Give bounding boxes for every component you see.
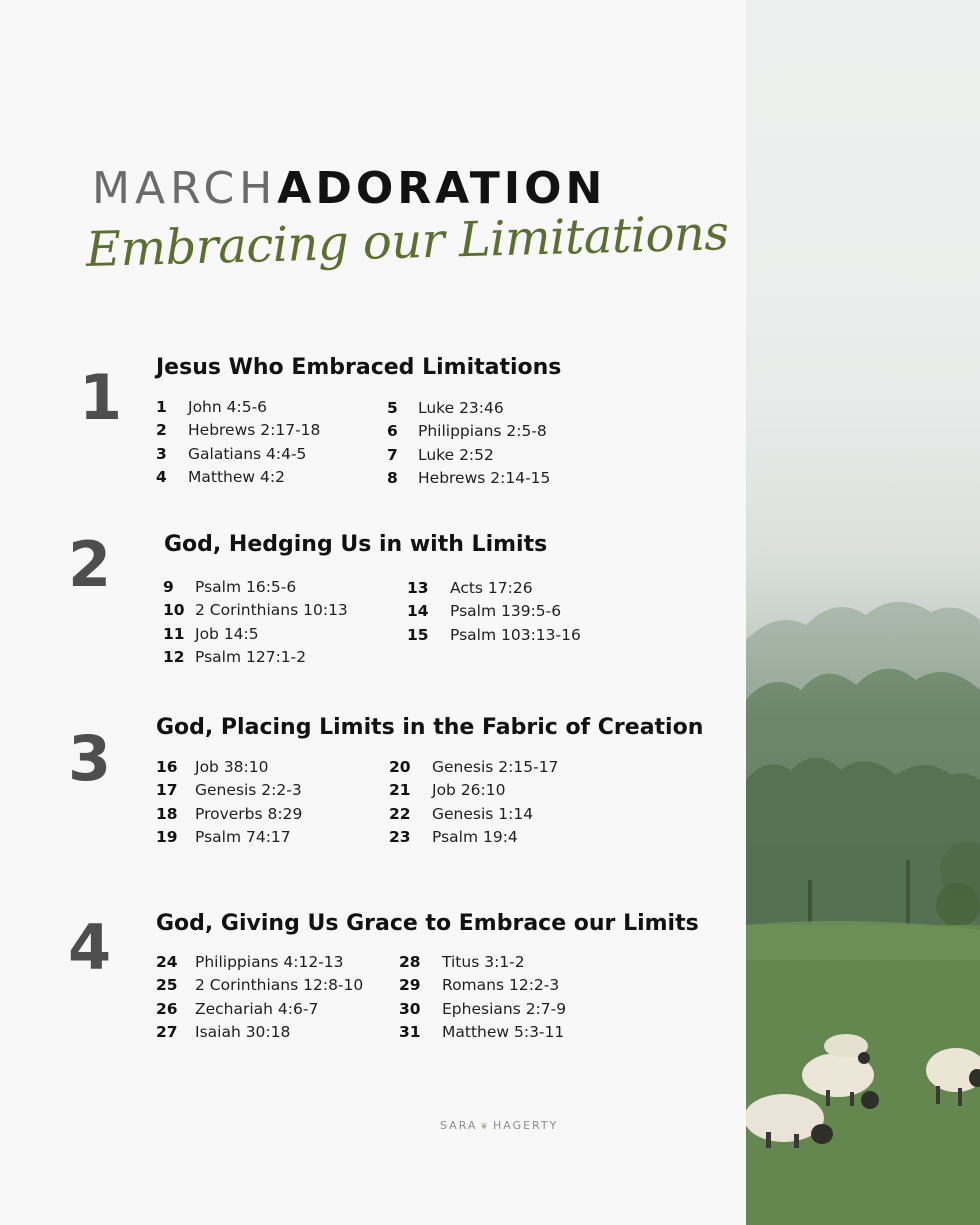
scripture-ref: Titus 3:1-2 <box>442 953 525 971</box>
day-number: 16 <box>156 758 178 776</box>
reading-item <box>399 951 566 974</box>
scripture-ref: 2 Corinthians 10:13 <box>195 601 348 620</box>
day-number: 7 <box>387 445 398 464</box>
scripture-ref: Proverbs 8:29 <box>195 804 303 823</box>
day-number: 6 <box>387 422 398 441</box>
reading-list-right <box>407 577 581 647</box>
reading-item <box>156 826 302 849</box>
scripture-ref: Matthew 5:3-11 <box>442 1022 565 1041</box>
week-title: Jesus Who Embraced Limitations <box>156 355 562 380</box>
reading-item <box>156 974 363 997</box>
reading-item <box>387 444 550 467</box>
reading-item <box>156 1021 363 1044</box>
scripture-ref: Luke 23:46 <box>418 399 504 417</box>
day-number: 12 <box>163 647 185 666</box>
week-number: 1 <box>79 361 123 434</box>
reading-item <box>156 951 363 974</box>
day-number: 24 <box>156 953 178 971</box>
day-number: 20 <box>389 758 411 776</box>
day-number: 3 <box>156 444 167 463</box>
day-number: 23 <box>389 827 411 846</box>
title-theme: ADORATION <box>277 163 607 214</box>
reading-item <box>163 646 348 669</box>
reading-item <box>387 467 550 490</box>
reading-item <box>156 756 302 779</box>
reading-item <box>163 576 348 599</box>
reading-list-left <box>156 951 363 1044</box>
reading-item <box>389 803 558 826</box>
scripture-ref: Isaiah 30:18 <box>195 1022 291 1041</box>
day-number: 4 <box>156 467 167 486</box>
reading-item <box>389 779 558 802</box>
day-number: 21 <box>389 781 411 800</box>
day-number: 25 <box>156 976 178 995</box>
scripture-ref: Luke 2:52 <box>418 445 494 464</box>
scripture-ref: Acts 17:26 <box>450 579 533 597</box>
scripture-ref: Psalm 103:13-16 <box>450 625 581 644</box>
week-title: God, Hedging Us in with Limits <box>164 532 548 557</box>
day-number: 13 <box>407 579 429 597</box>
reading-item <box>407 600 581 623</box>
reading-item <box>156 803 302 826</box>
day-number: 19 <box>156 827 178 846</box>
logo-last-name: HAGERTY <box>492 1119 559 1132</box>
reading-item <box>387 397 550 420</box>
reading-list-left <box>156 396 320 489</box>
reading-item <box>389 756 558 779</box>
reading-list-right <box>387 397 550 490</box>
day-number: 29 <box>399 976 421 995</box>
reading-item <box>156 998 363 1021</box>
scripture-ref: Psalm 74:17 <box>195 827 291 846</box>
reading-item <box>399 998 566 1021</box>
scripture-ref: Genesis 1:14 <box>432 804 534 823</box>
day-number: 31 <box>399 1022 421 1041</box>
reading-item <box>407 577 581 600</box>
week-number: 4 <box>68 911 112 984</box>
reading-item <box>156 443 320 466</box>
day-number: 1 <box>156 398 167 416</box>
scripture-ref: Psalm 19:4 <box>432 827 518 846</box>
day-number: 14 <box>407 602 429 621</box>
day-number: 26 <box>156 999 178 1018</box>
day-number: 22 <box>389 804 411 823</box>
page-title <box>92 163 607 214</box>
day-number: 9 <box>163 578 174 596</box>
scripture-ref: Zechariah 4:6-7 <box>195 999 319 1018</box>
day-number: 8 <box>387 468 398 487</box>
scripture-ref: Romans 12:2-3 <box>442 976 560 995</box>
reading-item <box>156 779 302 802</box>
landscape-illustration <box>746 0 980 1225</box>
reading-item <box>156 419 320 442</box>
day-number: 10 <box>163 601 185 620</box>
photo-misty-field-with-sheep <box>746 0 980 1225</box>
reading-list-left <box>163 576 348 669</box>
scripture-ref: Philippians 2:5-8 <box>418 422 547 441</box>
reading-item <box>407 624 581 647</box>
day-number: 2 <box>156 421 167 440</box>
scripture-ref: Psalm 127:1-2 <box>195 647 307 666</box>
scripture-ref: Galatians 4:4-5 <box>188 444 307 463</box>
scripture-ref: Genesis 2:15-17 <box>432 758 559 776</box>
day-number: 17 <box>156 781 178 800</box>
week-number: 2 <box>68 528 112 601</box>
page-subtitle: Embracing our Limitations <box>85 205 730 278</box>
scripture-ref: Job 38:10 <box>195 758 269 776</box>
scripture-ref: John 4:5-6 <box>188 398 268 416</box>
reading-item <box>156 396 320 419</box>
reading-item <box>399 1021 566 1044</box>
day-number: 11 <box>163 624 185 643</box>
day-number: 28 <box>399 953 421 971</box>
scripture-ref: Hebrews 2:17-18 <box>188 421 321 440</box>
week-title: God, Giving Us Grace to Embrace our Limits <box>156 911 699 936</box>
scripture-ref: Ephesians 2:7-9 <box>442 999 567 1018</box>
leaf-icon: ❦ <box>480 1122 490 1132</box>
scripture-ref: 2 Corinthians 12:8-10 <box>195 976 364 995</box>
scripture-ref: Psalm 139:5-6 <box>450 602 562 621</box>
reading-list-left <box>156 756 302 849</box>
day-number: 30 <box>399 999 421 1018</box>
author-logo <box>440 1119 558 1132</box>
reading-item <box>389 826 558 849</box>
reading-item <box>156 466 320 489</box>
day-number: 15 <box>407 625 429 644</box>
logo-first-name: SARA <box>440 1119 478 1132</box>
reading-item <box>163 623 348 646</box>
day-number: 18 <box>156 804 178 823</box>
reading-item <box>163 599 348 622</box>
scripture-ref: Psalm 16:5-6 <box>195 578 297 596</box>
scripture-ref: Hebrews 2:14-15 <box>418 468 551 487</box>
reading-item <box>399 974 566 997</box>
scripture-ref: Philippians 4:12-13 <box>195 953 344 971</box>
reading-item <box>387 420 550 443</box>
week-title: God, Placing Limits in the Fabric of Creation <box>156 715 704 740</box>
scripture-ref: Job 14:5 <box>195 624 259 643</box>
reading-list-right <box>389 756 558 849</box>
scripture-ref: Job 26:10 <box>432 781 506 800</box>
day-number: 27 <box>156 1022 178 1041</box>
scripture-ref: Matthew 4:2 <box>188 467 285 486</box>
reading-list-right <box>399 951 566 1044</box>
scripture-ref: Genesis 2:2-3 <box>195 781 302 800</box>
day-number: 5 <box>387 399 398 417</box>
title-month: MARCH <box>92 163 278 214</box>
week-number: 3 <box>68 722 112 795</box>
